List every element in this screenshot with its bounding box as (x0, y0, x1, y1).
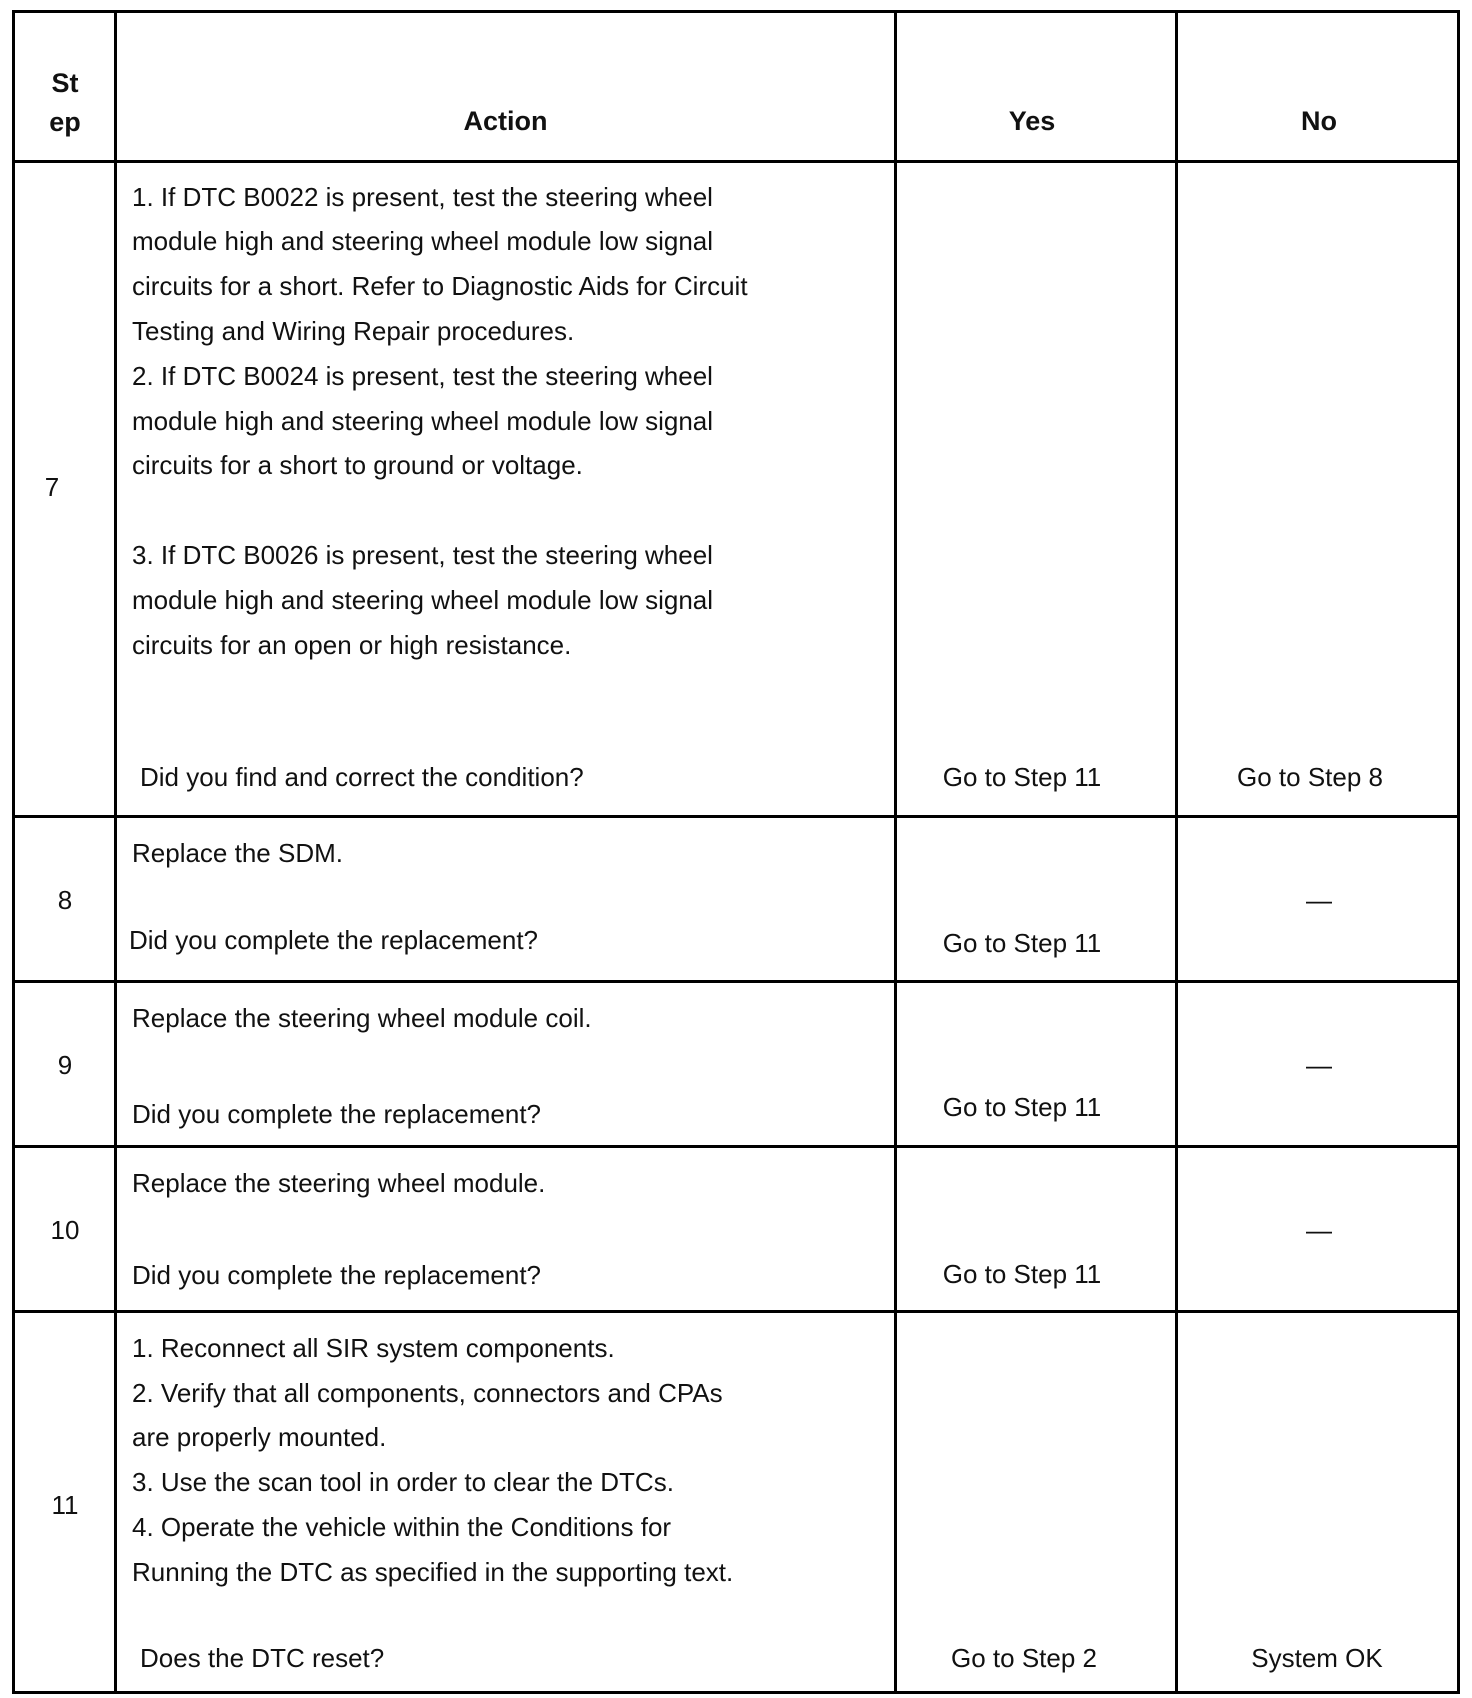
grid-line (1175, 10, 1178, 1694)
action-line: 3. If DTC B0026 is present, test the steering wheel (132, 540, 713, 570)
grid-line (12, 815, 1460, 818)
no-result: — (1306, 1215, 1332, 1245)
grid-line (12, 10, 15, 1694)
yes-result: Go to Step 11 (942, 1259, 1102, 1289)
grid-line (12, 160, 1460, 163)
action-line: circuits for an open or high resistance. (132, 630, 572, 660)
yes-result: Go to Step 11 (942, 762, 1102, 792)
action-line: 1. If DTC B0022 is present, test the steering wheel (132, 182, 713, 212)
action-line: circuits for a short. Refer to Diagnostic Aids for Circuit (132, 271, 748, 301)
header-action: Action (463, 106, 548, 136)
step-number: 9 (57, 1050, 73, 1080)
no-result: — (1306, 885, 1332, 915)
yes-result: Go to Step 11 (942, 1092, 1102, 1122)
action-question: Does the DTC reset? (140, 1643, 385, 1673)
yes-result: Go to Step 2 (951, 1643, 1097, 1673)
action-line: Running the DTC as specified in the supporting text. (132, 1557, 734, 1587)
action-line: Replace the steering wheel module coil. (132, 1003, 592, 1033)
step-number: 8 (57, 885, 73, 915)
step-number: 11 (51, 1490, 79, 1520)
action-line: circuits for a short to ground or voltage. (132, 450, 583, 480)
grid-line (12, 1310, 1460, 1313)
action-question: Did you complete the replacement? (129, 925, 539, 955)
grid-line (114, 10, 117, 1694)
action-line: module high and steering wheel module low signal (132, 585, 714, 615)
grid-line (894, 10, 897, 1694)
grid-line (12, 10, 1460, 13)
action-line: module high and steering wheel module low signal (132, 226, 714, 256)
yes-result: Go to Step 11 (942, 928, 1102, 958)
diagnostic-table (12, 10, 1460, 1694)
header-yes: Yes (1008, 106, 1056, 136)
action-line: 2. Verify that all components, connectors and CPAs (132, 1378, 723, 1408)
action-question: Did you complete the replacement? (132, 1099, 542, 1129)
grid-line (12, 1145, 1460, 1148)
action-line: Replace the steering wheel module. (132, 1168, 546, 1198)
action-line: 4. Operate the vehicle within the Conditions for (132, 1512, 672, 1542)
action-question: Did you find and correct the condition? (140, 762, 584, 792)
action-line: module high and steering wheel module low signal (132, 406, 714, 436)
action-question: Did you complete the replacement? (132, 1260, 542, 1290)
action-line: 1. Reconnect all SIR system components. (132, 1333, 615, 1363)
action-line: 3. Use the scan tool in order to clear the DTCs. (132, 1467, 674, 1497)
no-result: — (1306, 1050, 1332, 1080)
action-line: Testing and Wiring Repair procedures. (132, 316, 575, 346)
header-step (18, 68, 112, 137)
grid-line (12, 1691, 1460, 1694)
header-step-line1: St (51, 68, 79, 98)
step-number: 10 (50, 1215, 80, 1245)
grid-line (1457, 10, 1460, 1694)
action-line: are properly mounted. (132, 1422, 387, 1452)
header-step-line2: ep (49, 107, 81, 137)
action-line: Replace the SDM. (132, 838, 343, 868)
grid-line (12, 980, 1460, 983)
action-line: 2. If DTC B0024 is present, test the steering wheel (132, 361, 713, 391)
header-no: No (1301, 106, 1337, 136)
no-result: Go to Step 8 (1237, 762, 1383, 792)
no-result: System OK (1251, 1643, 1383, 1673)
step-number: 7 (44, 472, 60, 502)
